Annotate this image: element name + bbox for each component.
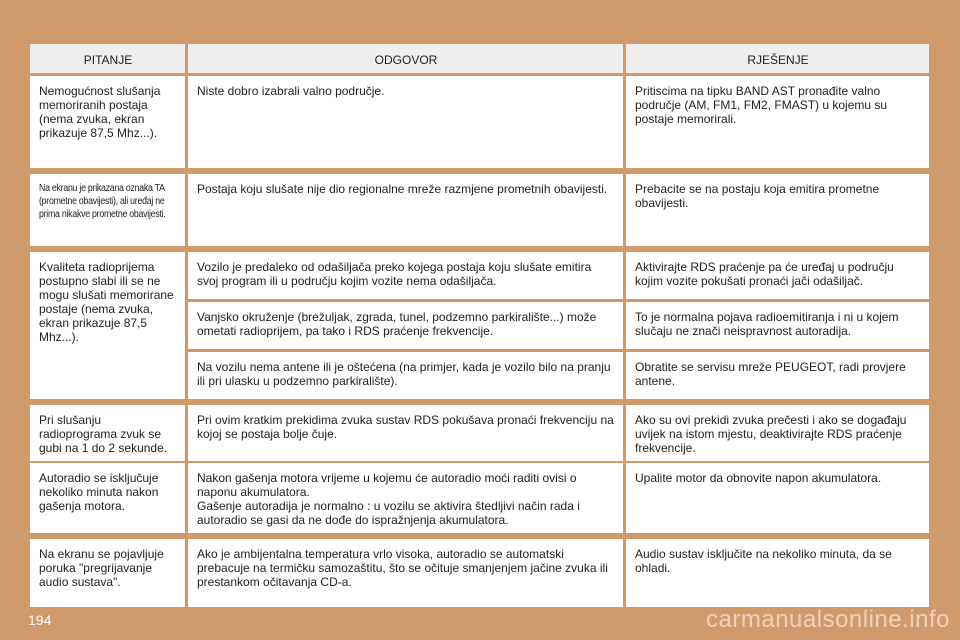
table-row bbox=[30, 539, 929, 607]
solution-cell: Ako su ovi prekidi zvuka prečesti i ako se događaju uvijek na istom mjestu, deaktivirajte RDS praćenje frekvencije. bbox=[626, 405, 929, 461]
answer-subrows bbox=[188, 252, 929, 399]
watermark: carmanualsonline.info bbox=[706, 606, 950, 633]
answer-cell bbox=[188, 463, 623, 533]
question-cell: Pri slušanju radioprograma zvuk se gubi na 1 do 2 sekunde. bbox=[30, 405, 185, 461]
subrow bbox=[188, 302, 929, 349]
table-row bbox=[30, 405, 929, 457]
question-cell bbox=[30, 174, 185, 246]
table-row bbox=[30, 463, 929, 533]
table-row bbox=[30, 76, 929, 168]
question-cell: Kvaliteta radioprijema postupno slabi ili se ne mogu slušati memorirane postaje (nema zvuka, ekran prikazuje 87,5 Mhz...). bbox=[30, 252, 185, 399]
subrow bbox=[188, 352, 929, 399]
question-cell: Autoradio se isključuje nekoliko minuta nakon gašenja motora. bbox=[30, 463, 185, 533]
question-cell: Nemogućnost slušanja memoriranih postaja (nema zvuka, ekran prikazuje 87,5 Mhz...). bbox=[30, 76, 185, 168]
table-row-group bbox=[30, 252, 929, 399]
solution-cell: Audio sustav isključite na nekoliko minuta, da se ohladi. bbox=[626, 539, 929, 607]
answer-cell: Vozilo je predaleko od odašiljača preko kojega postaja koju slušate emitira svoj program ili u području kojim vozite nema odašiljača. bbox=[188, 252, 623, 299]
question-cell: Na ekranu se pojavljuje poruka "pregrijavanje audio sustava". bbox=[30, 539, 185, 607]
answer-cell: Postaja koju slušate nije dio regionalne mreže razmjene prometnih obavijesti. bbox=[188, 174, 623, 246]
answer-cell: Niste dobro izabrali valno područje. bbox=[188, 76, 623, 168]
subrow bbox=[188, 252, 929, 299]
solution-cell: Upalite motor da obnovite napon akumulatora. bbox=[626, 463, 929, 533]
solution-cell: Aktivirajte RDS praćenje pa će uređaj u području kojim vozite pokušati pronaći jači odašiljač. bbox=[626, 252, 929, 299]
page-number: 194 bbox=[28, 612, 52, 628]
answer-cell: Pri ovim kratkim prekidima zvuka sustav RDS pokušava pronaći frekvenciju na kojoj se postaja bolje čuje. bbox=[188, 405, 623, 461]
solution-cell: Obratite se servisu mreže PEUGEOT, radi provjere antene. bbox=[626, 352, 929, 399]
answer-cell: Ako je ambijentalna temperatura vrlo visoka, autoradio se automatski prebacuje na termičku samozaštitu, što se očituje smanjenjem jačine zvuka ili prestankom očitavanja CD-a. bbox=[188, 539, 623, 607]
table-row bbox=[30, 174, 929, 246]
answer-line: Nakon gašenja motora vrijeme u kojemu će autoradio moći raditi ovisi o naponu akumulatora. bbox=[197, 471, 577, 499]
table-header bbox=[30, 44, 929, 73]
answer-cell: Na vozilu nema antene ili je oštećena (na primjer, kada je vozilo bilo na pranju ili pri ulasku u podzemno parkiralište). bbox=[188, 352, 623, 399]
answer-cell: Vanjsko okruženje (brežuljak, zgrada, tunel, podzemno parkiralište...) može ometati radioprijem, pa tako i RDS praćenje frekvencije. bbox=[188, 302, 623, 349]
header-pitanje: PITANJE bbox=[30, 44, 185, 73]
solution-cell: To je normalna pojava radioemitiranja i ni u kojem slučaju ne znači neispravnost autoradija. bbox=[626, 302, 929, 349]
solution-cell: Prebacite se na postaju koja emitira prometne obavijesti. bbox=[626, 174, 929, 246]
solution-cell: Pritiscima na tipku BAND AST pronađite valno područje (AM, FM1, FM2, FMAST) u kojemu su postaje memorirali. bbox=[626, 76, 929, 168]
troubleshooting-table bbox=[30, 44, 929, 607]
answer-line: Gašenje autoradija je normalno : u vozilu se aktivira štedljivi način rada i autoradio se gasi da ne dođe do ispražnjenja akumulatora. bbox=[197, 499, 580, 527]
header-odgovor: ODGOVOR bbox=[188, 44, 623, 73]
header-rjesenje: RJEŠENJE bbox=[626, 44, 929, 73]
question-text: Na ekranu je prikazana oznaka TA (prometne obavijesti), ali uređaj ne prima nikakve prometne obavijesti. bbox=[39, 183, 166, 220]
